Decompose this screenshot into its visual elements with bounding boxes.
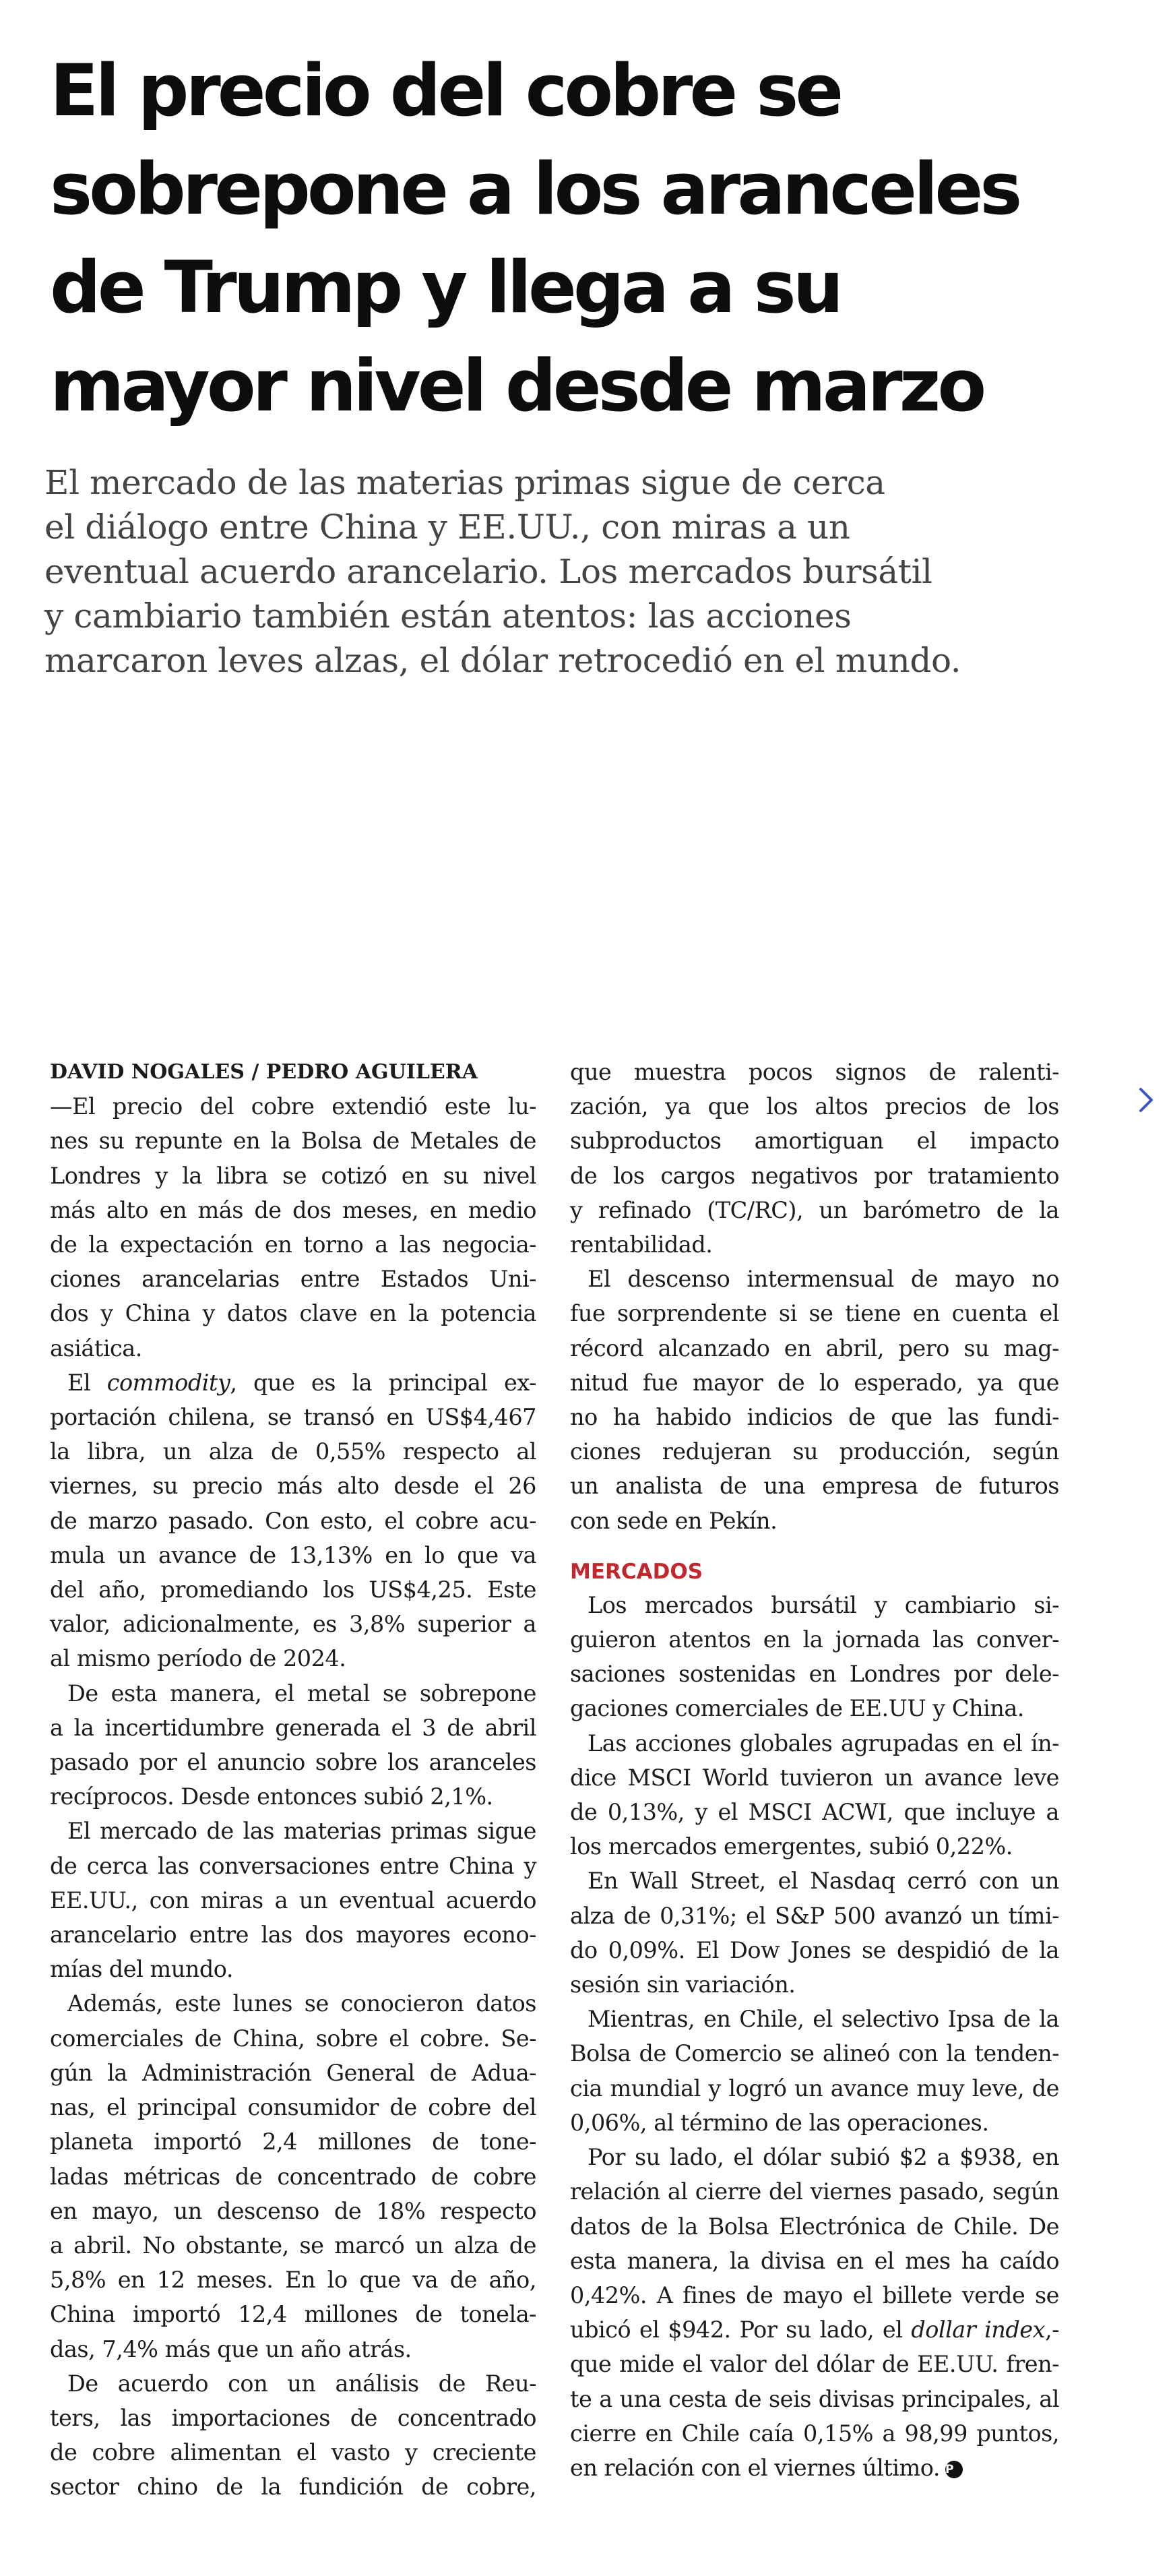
- body-line: asiática.: [50, 1335, 142, 1361]
- body-line: De acuerdo con un análisis de Reu-: [67, 2370, 536, 2397]
- body-line: a la incertidumbre generada el 3 de abril: [50, 1714, 536, 1741]
- body-line: un analista de una empresa de futuros: [570, 1473, 1059, 1500]
- body-line: rentabilidad.: [570, 1231, 713, 1258]
- body-line: valor, adicionalmente, es 3,8% superior a: [50, 1611, 536, 1638]
- body-line: los mercados emergentes, subió 0,22%.: [570, 1833, 1013, 1860]
- body-line: que mide el valor del dólar de EE.UU. fren-: [570, 2351, 1059, 2378]
- body-line: ters, las importaciones de concentrado: [50, 2404, 536, 2431]
- body-line: fue sorprendente si se tiene en cuenta el: [570, 1300, 1059, 1327]
- section-heading-mercados: MERCADOS: [570, 1559, 703, 1584]
- chevron-right-icon[interactable]: [1132, 1085, 1159, 1115]
- headline-line: de Trump y llega a su: [50, 246, 841, 329]
- byline: DAVID NOGALES / PEDRO AGUILERA: [50, 1060, 478, 1084]
- body-line: China importó 12,4 millones de tonela-: [50, 2301, 536, 2328]
- body-line: más alto en más de dos meses, en medio: [50, 1196, 536, 1223]
- text-run: , que es la principal ex-: [230, 1369, 536, 1396]
- body-line: ciones redujeran su producción, según: [570, 1438, 1059, 1465]
- body-line: sesión sin variación.: [570, 1971, 796, 1998]
- body-line: con sede en Pekín.: [570, 1507, 778, 1534]
- body-line: Las acciones globales agrupadas en el ín-: [588, 1729, 1059, 1756]
- body-line: no ha habido indicios de que las fundi-: [570, 1404, 1059, 1431]
- body-line: de cobre alimentan el vasto y creciente: [50, 2439, 536, 2466]
- body-line: te a una cesta de seis divisas principales, al: [570, 2385, 1059, 2412]
- body-line: ladas métricas de concentrado de cobre: [50, 2163, 536, 2190]
- body-line: En Wall Street, el Nasdaq cerró con un: [588, 1868, 1059, 1895]
- body-line: do 0,09%. El Dow Jones se despidió de la: [570, 1936, 1059, 1963]
- body-line: comerciales de China, sobre el cobre. Se-: [50, 2025, 536, 2052]
- deck-line: eventual acuerdo arancelario. Los mercados bursátil: [44, 552, 932, 591]
- body-line: De esta manera, el metal se sobrepone: [67, 1680, 536, 1707]
- body-line: EE.UU., con miras a un eventual acuerdo: [50, 1887, 536, 1913]
- body-line: alza de 0,31%; el S&P 500 avanzó un tími-: [570, 1902, 1059, 1929]
- body-line: mías del mundo.: [50, 1956, 234, 1983]
- body-line: das, 7,4% más que un año atrás.: [50, 2335, 412, 2362]
- body-line: [570, 2312, 1059, 2347]
- article-column-left: [50, 1055, 536, 2505]
- body-line: que muestra pocos signos de ralenti-: [570, 1059, 1059, 1085]
- body-line: de los cargos negativos por tratamiento: [570, 1162, 1059, 1189]
- body-line: récord alcanzado en abril, pero su mag-: [570, 1335, 1059, 1361]
- body-line: recíprocos. Desde entonces subió 2,1%.: [50, 1783, 493, 1810]
- headline-line: sobrepone a los aranceles: [50, 148, 1019, 231]
- body-line: zación, ya que los altos precios de los: [570, 1093, 1059, 1120]
- body-line: nitud fue mayor de lo esperado, ya que: [570, 1369, 1059, 1396]
- body-line: nes su repunte en la Bolsa de Metales de: [50, 1128, 536, 1155]
- body-line: arancelario entre las dos mayores econo-: [50, 1922, 536, 1949]
- body-line: Londres y la libra se cotizó en su nivel: [50, 1162, 536, 1189]
- body-line: de 0,13%, y el MSCI ACWI, que incluye a: [570, 1799, 1059, 1826]
- body-line: cia mundial y logró un avance muy leve, de: [570, 2075, 1059, 2102]
- body-line: de marzo pasado. Con esto, el cobre acu-: [50, 1507, 536, 1534]
- body-line: saciones sostenidas en Londres por dele-: [570, 1661, 1059, 1688]
- body-line: [570, 2451, 1059, 2485]
- body-line: esta manera, la divisa en el mes ha caído: [570, 2247, 1059, 2274]
- body-line: El descenso intermensual de mayo no: [588, 1266, 1059, 1293]
- body-line: planeta importó 2,4 millones de tone-: [50, 2128, 536, 2155]
- body-line: gún la Administración General de Adua-: [50, 2059, 536, 2086]
- body-line: portación chilena, se transó en US$4,467: [50, 1404, 536, 1431]
- body-line: 0,42%. A fines de mayo el billete verde se: [570, 2281, 1059, 2308]
- body-line: a abril. No obstante, se marcó un alza de: [50, 2232, 536, 2259]
- body-line: pasado por el anuncio sobre los aranceles: [50, 1749, 536, 1776]
- body-line: [50, 1366, 536, 1400]
- body-line: El mercado de las materias primas sigue: [67, 1818, 536, 1845]
- text-run: ubicó el $942. Por su lado, el: [570, 2317, 903, 2343]
- body-line: dice MSCI World tuvieron un avance leve: [570, 1764, 1059, 1791]
- body-line: Además, este lunes se conocieron datos: [67, 1990, 536, 2017]
- body-line: la libra, un alza de 0,55% respecto al: [50, 1438, 536, 1465]
- chevron-right-path: [1141, 1089, 1151, 1111]
- body-line: ciones arancelarias entre Estados Uni-: [50, 1266, 536, 1293]
- deck-line: marcaron leves alzas, el dólar retrocedió en el mundo.: [44, 641, 961, 680]
- headline: [50, 42, 1101, 435]
- italic-term: dollar index: [911, 2317, 1046, 2343]
- article-column-right: [570, 1055, 1059, 2485]
- deck: [44, 460, 1109, 683]
- body-line: nas, el principal consumidor de cobre del: [50, 2094, 536, 2121]
- deck-line: El mercado de las materias primas sigue de cerca: [44, 463, 885, 502]
- body-line: dos y China y datos clave en la potencia: [50, 1300, 536, 1327]
- body-line: de la expectación en torno a las negocia-: [50, 1231, 536, 1258]
- body-line: 0,06%, al término de las operaciones.: [570, 2109, 989, 2136]
- body-line: al mismo período de 2024.: [50, 1645, 346, 1672]
- body-line: sector chino de la fundición de cobre,: [50, 2474, 536, 2501]
- deck-line: el diálogo entre China y EE.UU., con miras a un: [44, 508, 850, 547]
- body-line: en mayo, un descenso de 18% respecto: [50, 2197, 536, 2224]
- body-line: mula un avance de 13,13% en lo que va: [50, 1541, 536, 1568]
- headline-line: mayor nivel desde marzo: [50, 344, 984, 427]
- body-line: Mientras, en Chile, el selectivo Ipsa de la: [588, 2006, 1059, 2033]
- body-line: Por su lado, el dólar subió $2 a $938, en: [588, 2144, 1059, 2171]
- body-line: cierre en Chile caía 0,15% a 98,99 puntos,: [570, 2420, 1059, 2447]
- body-line: y refinado (TC/RC), un barómetro de la: [570, 1196, 1059, 1223]
- text-run: El: [67, 1369, 91, 1396]
- text-run: ,-: [1045, 2317, 1059, 2343]
- body-line: Los mercados bursátil y cambiario si-: [588, 1591, 1059, 1618]
- body-line: subproductos amortiguan el impacto: [570, 1128, 1059, 1155]
- deck-line: y cambiario también están atentos: las acciones: [44, 596, 852, 636]
- body-line: Bolsa de Comercio se alineó con la tenden-: [570, 2040, 1059, 2067]
- end-of-article-icon: P: [945, 2461, 963, 2478]
- body-line: guieron atentos en la jornada las conver-: [570, 1626, 1059, 1653]
- body-line: del año, promediando los US$4,25. Este: [50, 1576, 536, 1603]
- body-line: —El precio del cobre extendió este lu-: [50, 1093, 536, 1120]
- body-line: relación al cierre del viernes pasado, según: [570, 2178, 1059, 2205]
- body-line: de cerca las conversaciones entre China y: [50, 1852, 536, 1879]
- body-line: gaciones comerciales de EE.UU y China.: [570, 1695, 1024, 1722]
- text-run: en relación con el viernes último.: [570, 2454, 940, 2481]
- body-line: viernes, su precio más alto desde el 26: [50, 1473, 536, 1500]
- body-line: 5,8% en 12 meses. En lo que va de año,: [50, 2267, 536, 2294]
- body-line: datos de la Bolsa Electrónica de Chile. De: [570, 2213, 1059, 2240]
- headline-line: El precio del cobre se: [50, 49, 841, 132]
- italic-term: commodity: [106, 1369, 230, 1396]
